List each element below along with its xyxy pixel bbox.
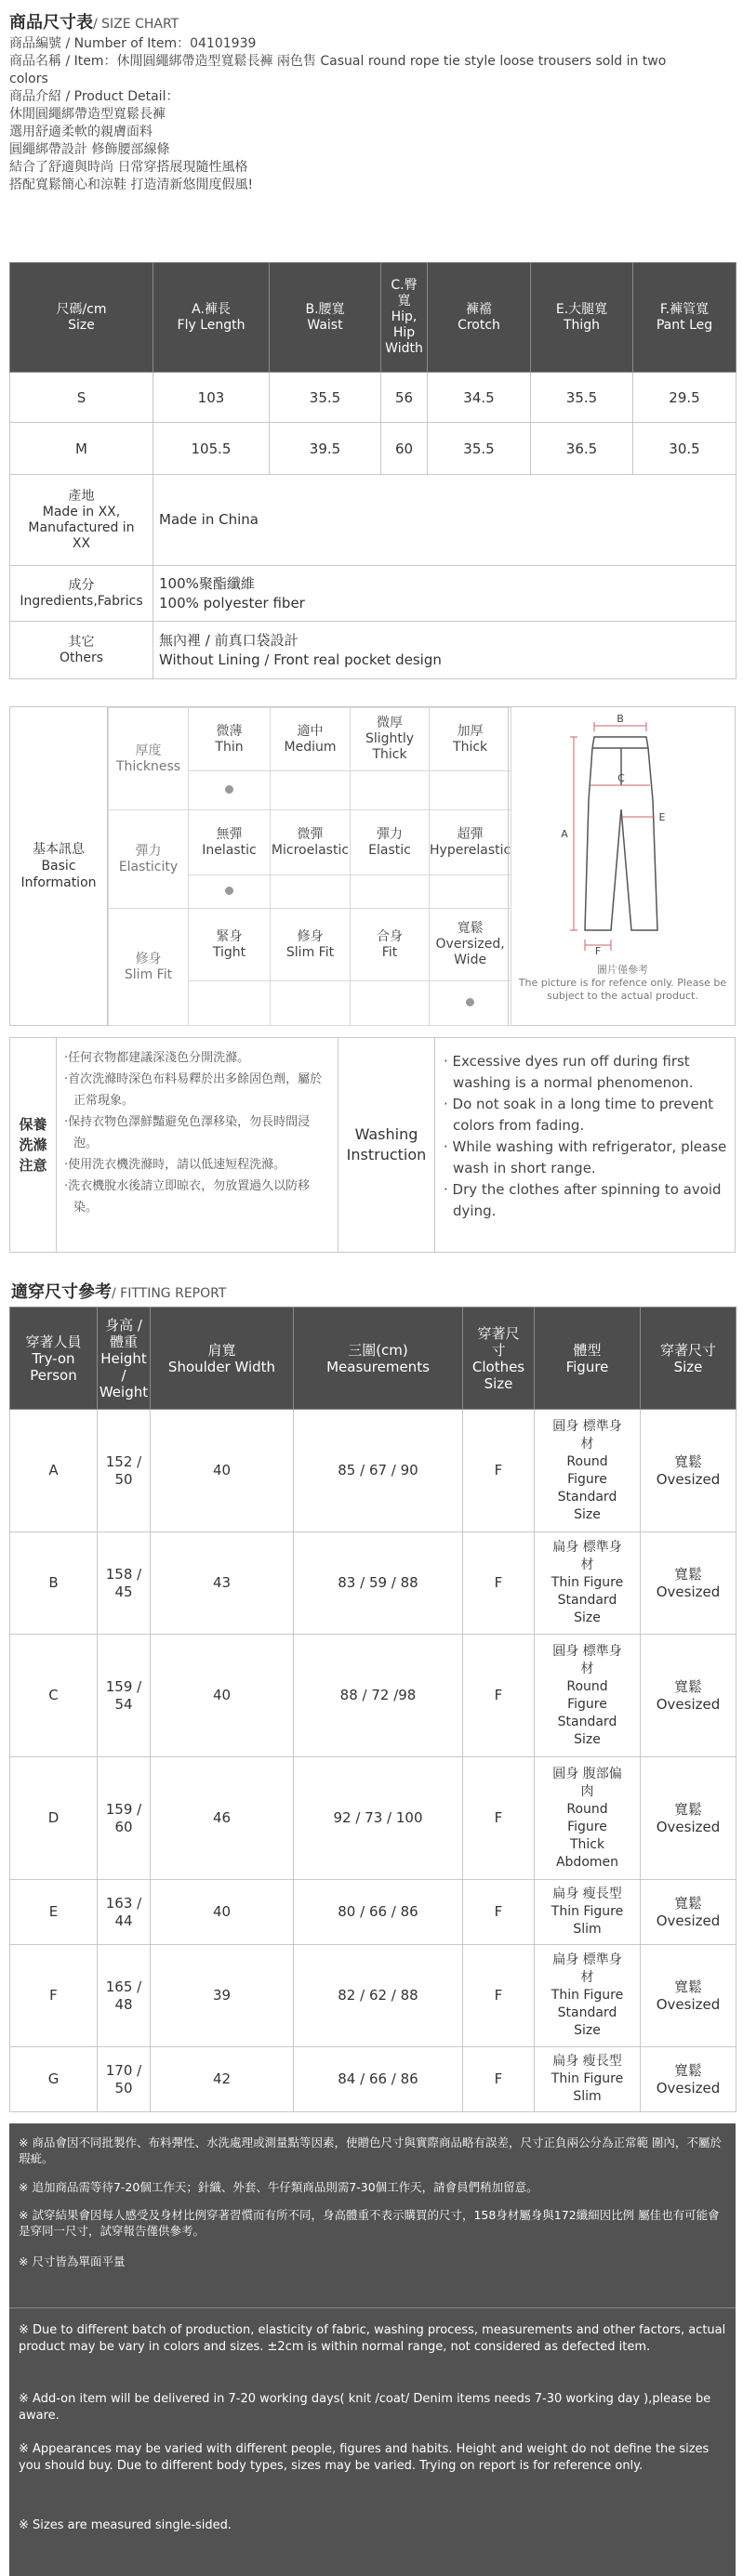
table-row [10, 1532, 736, 1635]
washing-en-item: · Excessive dyes run off during first washing is a normal phenomenon. [444, 1053, 694, 1091]
size-cell: S [10, 373, 153, 423]
col-size: 尺碼/cm Size [10, 263, 153, 373]
elasticity-category: 彈力 Elasticity [109, 810, 189, 909]
col-crotch: 褲襠 Crotch [428, 263, 531, 373]
figure-note: 圖片僅參考 The picture is for refence only. Please be subject to the actual product. [518, 964, 727, 1002]
marker-cell [351, 875, 430, 909]
fit-cell: 寬鬆 Ovesized [641, 1635, 736, 1757]
option-hyperelastic: 超彈 Hyperelastic [430, 810, 511, 875]
note-en: ※ Add-on item will be delivered in 7-20 working days( knit /coat/ Denim items needs 7-30 working day ),please be aware. [19, 2392, 711, 2423]
fit-row [109, 909, 511, 981]
value-cell: 56 [381, 373, 428, 423]
fitting-title [11, 1279, 226, 1303]
table-row [10, 1635, 736, 1757]
clothes-size-cell: F [463, 1945, 535, 2047]
label-f: F [594, 945, 602, 957]
fitting-table [9, 1307, 736, 2112]
figure-cell: 圓身 標準身 材 Round Figure Standard Size [535, 1635, 641, 1757]
washing-zh-item: ·使用洗衣機洗滌時，請以低速短程洗滌。 [64, 1158, 286, 1172]
size-chart-title-en: / SIZE CHART [93, 17, 179, 32]
person-cell: B [10, 1532, 98, 1635]
marker-cell [271, 771, 351, 810]
value-cell: 30.5 [633, 423, 736, 475]
table-row [10, 1945, 736, 2047]
marker-cell [189, 981, 271, 1026]
marker-cell [430, 981, 511, 1026]
washing-zh-list [64, 1047, 334, 1218]
option-microelastic: 微彈 Microelastic [271, 810, 351, 875]
washing-zh-item: ·洗衣機脫水後請立即晾衣，勿放置過久以防移染。 [64, 1179, 311, 1215]
size-cell: M [10, 423, 153, 475]
washing-en-item: · Dry the clothes after spinning to avoid dying. [444, 1181, 722, 1219]
marker-cell [189, 875, 271, 909]
fit-cell: 寬鬆 Ovesized [641, 2047, 736, 2112]
size-chart-header-row [10, 263, 736, 373]
notes-box [9, 2123, 736, 2576]
person-cell: C [10, 1635, 98, 1757]
label-a: A [561, 828, 568, 840]
trousers-diagram [508, 707, 736, 1025]
value-cell: 29.5 [633, 373, 736, 423]
figure-cell: 扁身 瘦長型 Thin Figure Slim [535, 2047, 641, 2112]
note-zh: ※ 商品會因不同批製作、布料彈性、水洗處理或測量點等因素，使贈色尺寸與實際商品略有誤差，尺寸正負兩公分為正常範 圍內，不屬於瑕疵。 [19, 2136, 722, 2165]
fit-cell: 寬鬆 Ovesized [641, 1410, 736, 1532]
shoulder-cell: 42 [151, 2047, 294, 2112]
fit-cell: 寬鬆 Ovesized [641, 1880, 736, 1945]
col-shoulder: 肩寬 Shoulder Width [151, 1308, 294, 1410]
option-inelastic: 無彈 Inelastic [189, 810, 271, 875]
washing-en-list [444, 1051, 732, 1222]
elasticity-row [109, 810, 511, 875]
washing-en-item: · While washing with refrigerator, please wash in short range. [444, 1138, 727, 1176]
figure-cell: 扁身 標準身 材 Thin Figure Standard Size [535, 1945, 641, 2047]
option-thick: 加厚 Thick [430, 708, 511, 771]
value-cell: 103 [153, 373, 270, 423]
washing-instruction-title: Washing Instruction [338, 1038, 435, 1252]
ingredients-label: 成分 Ingredients,Fabrics [10, 566, 153, 622]
size-chart-table [9, 262, 736, 679]
notes-divider [9, 2307, 736, 2308]
note-en: ※ Appearances may be varied with different people, figures and habits. Height and weight do not define the sizes you should buy. Due to different body types, sizes may be varied. Trying on report is for reference only. [19, 2442, 710, 2473]
table-row [10, 2047, 736, 2112]
col-height-weight: 身高 / 體重 Height / Weight [98, 1308, 151, 1410]
figure-cell: 扁身 標準身 材 Thin Figure Standard Size [535, 1532, 641, 1635]
product-detail-line: 選用舒適柔軟的親膚面料 [9, 125, 153, 139]
hw-cell: 170 / 50 [98, 2047, 151, 2112]
marker-cell [430, 875, 511, 909]
measurements-cell: 82 / 62 / 88 [294, 1945, 463, 2047]
value-cell: 105.5 [153, 423, 270, 475]
table-row [10, 1410, 736, 1532]
item-number: 商品編號 / Number of Item：04101939 [9, 36, 257, 51]
item-name-cont: colors [9, 72, 48, 86]
col-thigh: E.大腿寬 Thigh [531, 263, 633, 373]
measurements-cell: 80 / 66 / 86 [294, 1880, 463, 1945]
value-cell: 34.5 [428, 373, 531, 423]
hw-cell: 163 / 44 [98, 1880, 151, 1945]
col-clothes-size: 穿著尺 寸 Clothes Size [463, 1308, 535, 1410]
others-label: 其它 Others [10, 622, 153, 679]
fitting-header-row [10, 1308, 736, 1410]
col-fly-length: A.褲長 Fly Length [153, 263, 270, 373]
washing-box [9, 1037, 736, 1253]
size-chart-title-zh: 商品尺寸表 [9, 13, 93, 33]
person-cell: D [10, 1757, 98, 1880]
marker-cell [189, 771, 271, 810]
measurements-cell: 85 / 67 / 90 [294, 1410, 463, 1532]
col-fit-size: 穿著尺寸 Size [641, 1308, 736, 1410]
shoulder-cell: 46 [151, 1757, 294, 1880]
marker-cell [351, 771, 430, 810]
selected-dot-icon [225, 785, 233, 794]
washing-zh-item: ·保持衣物色澤鮮豔避免色澤移染，勿長時間浸泡。 [64, 1115, 311, 1150]
option-slightly-thick: 微厚 Slightly Thick [351, 708, 430, 771]
product-info [9, 35, 735, 194]
thickness-category: 厚度 Thickness [109, 708, 189, 810]
fit-cell: 寬鬆 Ovesized [641, 1532, 736, 1635]
note-zh: ※ 尺寸皆為單面平量 [19, 2254, 126, 2268]
table-row [10, 373, 736, 423]
hw-cell: 158 / 45 [98, 1532, 151, 1635]
origin-value: Made in China [153, 475, 736, 566]
selected-dot-icon [225, 887, 233, 895]
shoulder-cell: 40 [151, 1635, 294, 1757]
value-cell: 35.5 [270, 373, 381, 423]
marker-cell [271, 981, 351, 1026]
figure-cell: 圓身 標準身 材 Round Figure Standard Size [535, 1410, 641, 1532]
thickness-row [109, 708, 511, 771]
shoulder-cell: 40 [151, 1410, 294, 1532]
basic-info-label: 基本訊息 Basic Information [10, 707, 108, 1025]
shoulder-cell: 39 [151, 1945, 294, 2047]
fit-category: 修身 Slim Fit [109, 909, 189, 1026]
col-hip: C.臀 寬 Hip, Hip Width [381, 263, 428, 373]
marker-cell [430, 771, 511, 810]
origin-row [10, 475, 736, 566]
clothes-size-cell: F [463, 1757, 535, 1880]
value-cell: 60 [381, 423, 428, 475]
person-cell: A [10, 1410, 98, 1532]
ingredients-row [10, 566, 736, 622]
option-elastic: 彈力 Elastic [351, 810, 430, 875]
fitting-title-zh: 適穿尺寸參考 [11, 1282, 112, 1302]
clothes-size-cell: F [463, 1635, 535, 1757]
attribute-grid [108, 707, 511, 1026]
table-row [10, 1880, 736, 1945]
value-cell: 36.5 [531, 423, 633, 475]
clothes-size-cell: F [463, 2047, 535, 2112]
trousers-diagram-svg [509, 707, 736, 958]
clothes-size-cell: F [463, 1410, 535, 1532]
col-measurements: 三圍(cm) Measurements [294, 1308, 463, 1410]
option-fit: 合身 Fit [351, 909, 430, 981]
others-value: 無內裡 / 前真口袋設計 Without Lining / Front real pocket design [153, 622, 736, 679]
table-row [10, 1757, 736, 1880]
hw-cell: 152 / 50 [98, 1410, 151, 1532]
washing-en-item: · Do not soak in a long time to prevent colors from fading. [444, 1096, 714, 1134]
hw-cell: 159 / 60 [98, 1757, 151, 1880]
col-waist: B.腰寬 Waist [270, 263, 381, 373]
marker-cell [351, 981, 430, 1026]
option-tight: 緊身 Tight [189, 909, 271, 981]
measurements-cell: 83 / 59 / 88 [294, 1532, 463, 1635]
person-cell: E [10, 1880, 98, 1945]
person-cell: F [10, 1945, 98, 2047]
hw-cell: 159 / 54 [98, 1635, 151, 1757]
label-b: B [617, 713, 624, 725]
product-detail-line: 休閒圓繩綁帶造型寬鬆長褲 [9, 107, 166, 122]
washing-zh-item: ·任何衣物都建議深淺色分開洗滌。 [64, 1051, 250, 1065]
measurements-cell: 92 / 73 / 100 [294, 1757, 463, 1880]
note-en: ※ Due to different batch of production, elasticity of fabric, washing process, measurements and other factors, actual product may be vary in colors and sizes. ±2cm is within normal range, not considered as defected item. [19, 2323, 726, 2354]
table-row [10, 423, 736, 475]
others-row [10, 622, 736, 679]
note-zh: ※ 追加商品需等待7-20個工作天；針織、外套、牛仔類商品則需7-30個工作天，請會員們稍加留意。 [19, 2180, 538, 2194]
col-figure: 體型 Figure [535, 1308, 641, 1410]
note-en: ※ Sizes are measured single-sided. [19, 2518, 232, 2532]
washing-label: 保養 洗滌 注意 [10, 1038, 57, 1252]
col-pant-leg: F.褲管寬 Pant Leg [633, 263, 736, 373]
value-cell: 35.5 [531, 373, 633, 423]
marker-cell [271, 875, 351, 909]
ingredients-value: 100%聚酯纖維 100% polyester fiber [153, 566, 736, 622]
measurements-cell: 84 / 66 / 86 [294, 2047, 463, 2112]
product-detail-label: 商品介紹 / Product Detail： [9, 89, 179, 104]
col-person: 穿著人員 Try-on Person [10, 1308, 98, 1410]
option-medium: 適中 Medium [271, 708, 351, 771]
fit-cell: 寬鬆 Ovesized [641, 1945, 736, 2047]
size-chart-title [9, 9, 179, 33]
label-c: C [617, 772, 625, 784]
value-cell: 39.5 [270, 423, 381, 475]
person-cell: G [10, 2047, 98, 2112]
label-e: E [658, 811, 666, 823]
clothes-size-cell: F [463, 1880, 535, 1945]
item-name: 商品名稱 / Item：休閒圓繩綁帶造型寬鬆長褲 兩色售 Casual round rope tie style loose trousers sold in two [9, 54, 667, 69]
product-detail-line: 結合了舒適與時尚 日常穿搭展現隨性風格 [9, 160, 248, 175]
measurements-cell: 88 / 72 /98 [294, 1635, 463, 1757]
basic-info-box [9, 706, 736, 1026]
fitting-title-en: / FITTING REPORT [112, 1286, 227, 1301]
shoulder-cell: 43 [151, 1532, 294, 1635]
clothes-size-cell: F [463, 1532, 535, 1635]
product-detail-line: 圓繩綁帶設計 修飾腰部線條 [9, 142, 170, 157]
fit-cell: 寬鬆 Ovesized [641, 1757, 736, 1880]
origin-label: 產地 Made in XX, Manufactured in XX [10, 475, 153, 566]
selected-dot-icon [466, 998, 474, 1006]
figure-cell: 圓身 腹部偏 肉 Round Figure Thick Abdomen [535, 1757, 641, 1880]
product-detail-line: 搭配寬鬆簡心和涼鞋 打造清新悠閒度假風! [9, 177, 254, 192]
hw-cell: 165 / 48 [98, 1945, 151, 2047]
washing-zh-item: ·首次洗滌時深色布料易釋於出多餘固色劑，屬於正常現象。 [64, 1072, 323, 1108]
option-oversized: 寬鬆 Oversized, Wide [430, 909, 511, 981]
option-thin: 微薄 Thin [189, 708, 271, 771]
shoulder-cell: 40 [151, 1880, 294, 1945]
value-cell: 35.5 [428, 423, 531, 475]
note-zh: ※ 試穿結果會因每人感受及身材比例穿著習慣而有所不同，身高體重不表示購買的尺寸，158身材屬身與172纖細因比例 屬佳也有可能會是穿同一尺寸，試穿報告僅供參考。 [19, 2208, 720, 2238]
figure-cell: 扁身 瘦長型 Thin Figure Slim [535, 1880, 641, 1945]
option-slim-fit: 修身 Slim Fit [271, 909, 351, 981]
